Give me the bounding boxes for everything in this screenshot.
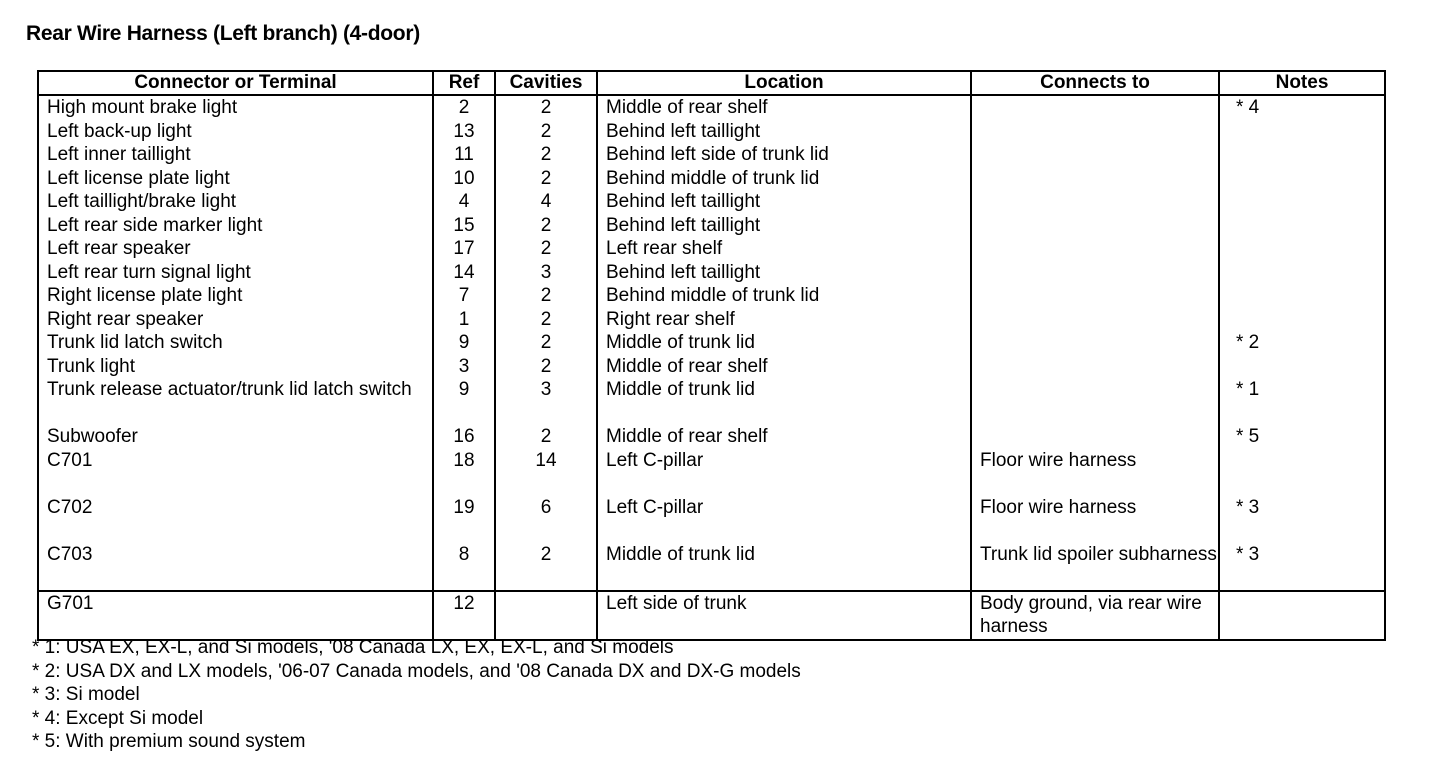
table-row <box>38 355 1385 379</box>
cell-cavities: 2 <box>495 308 597 332</box>
cell-ref: 9 <box>433 331 495 355</box>
cell-connector: G701 <box>38 591 433 640</box>
cell-connects-to: Body ground, via rear wire harness <box>971 591 1219 640</box>
cell-connector: Trunk light <box>38 355 433 379</box>
column-header-connector: Connector or Terminal <box>38 71 433 95</box>
cell-location: Middle of trunk lid <box>597 331 971 355</box>
table-row <box>38 120 1385 144</box>
cell-cavities: 2 <box>495 120 597 144</box>
cell-connector: Trunk release actuator/trunk lid latch switch <box>38 378 433 425</box>
cell-cavities: 4 <box>495 190 597 214</box>
cell-connector: Right rear speaker <box>38 308 433 332</box>
cell-connects-to <box>971 378 1219 425</box>
table-row <box>38 190 1385 214</box>
cell-ref: 4 <box>433 190 495 214</box>
table-row <box>38 378 1385 425</box>
footnote: * 2: USA DX and LX models, '06-07 Canada models, and '08 Canada DX and DX-G models <box>32 660 801 682</box>
cell-ref: 19 <box>433 496 495 543</box>
cell-connector: C701 <box>38 449 433 496</box>
table-body <box>38 95 1385 640</box>
cell-ref: 16 <box>433 425 495 449</box>
cell-cavities: 2 <box>495 95 597 120</box>
table-row <box>38 214 1385 238</box>
cell-cavities: 2 <box>495 543 597 591</box>
table-row <box>38 261 1385 285</box>
cell-cavities: 2 <box>495 167 597 191</box>
cell-location: Middle of trunk lid <box>597 378 971 425</box>
cell-ref: 15 <box>433 214 495 238</box>
cell-notes: * 1 <box>1219 378 1385 425</box>
cell-connects-to <box>971 120 1219 144</box>
cell-location: Behind left taillight <box>597 190 971 214</box>
cell-connector: Right license plate light <box>38 284 433 308</box>
cell-connects-to: Floor wire harness <box>971 449 1219 496</box>
cell-location: Middle of rear shelf <box>597 95 971 120</box>
cell-connects-to <box>971 190 1219 214</box>
cell-location: Middle of rear shelf <box>597 425 971 449</box>
cell-connects-to: Floor wire harness <box>971 496 1219 543</box>
cell-ref: 11 <box>433 143 495 167</box>
cell-cavities: 14 <box>495 449 597 496</box>
column-header-connects-to: Connects to <box>971 71 1219 95</box>
cell-cavities: 2 <box>495 237 597 261</box>
table-row <box>38 143 1385 167</box>
cell-ref: 1 <box>433 308 495 332</box>
cell-notes <box>1219 120 1385 144</box>
cell-cavities: 2 <box>495 214 597 238</box>
page-title: Rear Wire Harness (Left branch) (4-door) <box>26 22 420 45</box>
table-row <box>38 308 1385 332</box>
cell-ref: 10 <box>433 167 495 191</box>
cell-notes: * 5 <box>1219 425 1385 449</box>
cell-connector: Left back-up light <box>38 120 433 144</box>
column-header-location: Location <box>597 71 971 95</box>
cell-location: Behind left taillight <box>597 261 971 285</box>
cell-connects-to <box>971 284 1219 308</box>
cell-connects-to <box>971 331 1219 355</box>
cell-connects-to <box>971 143 1219 167</box>
table-row <box>38 167 1385 191</box>
cell-connects-to <box>971 167 1219 191</box>
cell-ref: 12 <box>433 591 495 640</box>
cell-ref: 18 <box>433 449 495 496</box>
cell-cavities: 2 <box>495 425 597 449</box>
cell-location: Left side of trunk <box>597 591 971 640</box>
cell-connector: Left rear turn signal light <box>38 261 433 285</box>
cell-connector: Subwoofer <box>38 425 433 449</box>
cell-cavities: 3 <box>495 261 597 285</box>
cell-connects-to <box>971 214 1219 238</box>
cell-connects-to <box>971 261 1219 285</box>
cell-location: Behind left side of trunk lid <box>597 143 971 167</box>
cell-connects-to <box>971 425 1219 449</box>
cell-location: Right rear shelf <box>597 308 971 332</box>
cell-location: Behind left taillight <box>597 120 971 144</box>
harness-table <box>37 70 1386 641</box>
cell-connector: C702 <box>38 496 433 543</box>
cell-cavities: 2 <box>495 284 597 308</box>
cell-cavities: 6 <box>495 496 597 543</box>
cell-cavities <box>495 591 597 640</box>
cell-notes <box>1219 167 1385 191</box>
cell-ref: 7 <box>433 284 495 308</box>
table-row <box>38 496 1385 543</box>
cell-cavities: 3 <box>495 378 597 425</box>
footnotes <box>32 636 801 754</box>
cell-connector: Left taillight/brake light <box>38 190 433 214</box>
table-row <box>38 95 1385 120</box>
cell-connector: Left rear side marker light <box>38 214 433 238</box>
cell-cavities: 2 <box>495 143 597 167</box>
table-row <box>38 543 1385 591</box>
cell-connects-to <box>971 237 1219 261</box>
cell-notes <box>1219 190 1385 214</box>
footnote: * 1: USA EX, EX-L, and Si models, '08 Canada LX, EX, EX-L, and Si models <box>32 637 674 658</box>
column-header-cavities: Cavities <box>495 71 597 95</box>
table-row <box>38 237 1385 261</box>
cell-location: Left C-pillar <box>597 449 971 496</box>
cell-connects-to: Trunk lid spoiler subharness <box>971 543 1219 591</box>
cell-location: Middle of trunk lid <box>597 543 971 591</box>
cell-connects-to <box>971 355 1219 379</box>
footnote: * 4: Except Si model <box>32 707 204 729</box>
cell-location: Left rear shelf <box>597 237 971 261</box>
table-row <box>38 425 1385 449</box>
cell-connects-to <box>971 95 1219 120</box>
cell-notes <box>1219 308 1385 332</box>
cell-notes <box>1219 591 1385 640</box>
cell-notes: * 3 <box>1219 543 1385 591</box>
cell-notes <box>1219 284 1385 308</box>
cell-ref: 17 <box>433 237 495 261</box>
cell-connector: Left license plate light <box>38 167 433 191</box>
cell-connector: Trunk lid latch switch <box>38 331 433 355</box>
cell-notes <box>1219 143 1385 167</box>
column-header-notes: Notes <box>1219 71 1385 95</box>
cell-location: Behind left taillight <box>597 214 971 238</box>
cell-notes: * 2 <box>1219 331 1385 355</box>
footnote: * 5: With premium sound system <box>32 731 306 752</box>
cell-ref: 13 <box>433 120 495 144</box>
header-row <box>38 71 1385 95</box>
cell-connector: Left rear speaker <box>38 237 433 261</box>
cell-notes <box>1219 237 1385 261</box>
cell-connector: C703 <box>38 543 433 591</box>
cell-ref: 8 <box>433 543 495 591</box>
cell-ref: 9 <box>433 378 495 425</box>
table-row <box>38 591 1385 640</box>
cell-cavities: 2 <box>495 355 597 379</box>
table-row <box>38 331 1385 355</box>
column-header-ref: Ref <box>433 71 495 95</box>
cell-location: Left C-pillar <box>597 496 971 543</box>
cell-notes <box>1219 449 1385 496</box>
cell-notes <box>1219 261 1385 285</box>
table-row <box>38 449 1385 496</box>
cell-notes: * 4 <box>1219 95 1385 120</box>
cell-location: Behind middle of trunk lid <box>597 167 971 191</box>
cell-notes: * 3 <box>1219 496 1385 543</box>
cell-notes <box>1219 214 1385 238</box>
cell-location: Middle of rear shelf <box>597 355 971 379</box>
cell-ref: 3 <box>433 355 495 379</box>
cell-connects-to <box>971 308 1219 332</box>
cell-location: Behind middle of trunk lid <box>597 284 971 308</box>
cell-cavities: 2 <box>495 331 597 355</box>
cell-ref: 14 <box>433 261 495 285</box>
footnote: * 3: Si model <box>32 684 140 705</box>
table-row <box>38 284 1385 308</box>
cell-connector: High mount brake light <box>38 95 433 120</box>
cell-notes <box>1219 355 1385 379</box>
cell-ref: 2 <box>433 95 495 120</box>
cell-connector: Left inner taillight <box>38 143 433 167</box>
